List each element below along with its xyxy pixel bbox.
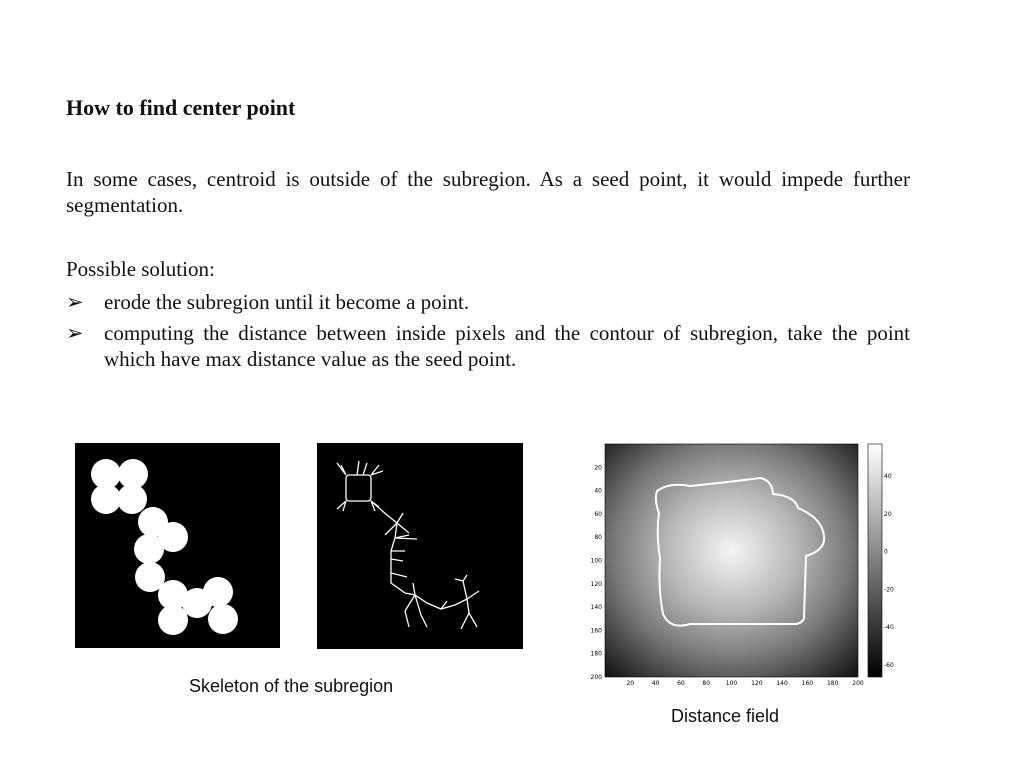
y-tick-label: 140 [590,604,602,612]
y-tick-label: 120 [590,580,602,588]
arrow-bullet-icon: ➢ [66,290,84,314]
y-tick-label: 160 [590,627,602,635]
x-tick-label: 60 [677,680,685,687]
colorbar-tick-label: 40 [884,473,892,480]
y-tick-label: 80 [594,534,602,542]
x-tick-label: 180 [826,680,839,687]
colorbar-tick-label: -60 [884,662,894,669]
y-tick-label: 60 [594,510,602,518]
x-tick-label: 20 [626,680,635,687]
bullet-text: erode the subregion until it become a point. [104,290,470,314]
x-tick-label: 140 [776,680,788,687]
colorbar-tick-label: 0 [884,548,888,556]
distance-field-heatmap [605,444,858,677]
bullet-item [66,289,910,315]
x-tick-label: 100 [725,680,738,687]
slide-title: How to find center point [66,95,296,120]
x-tick-label: 40 [651,680,660,687]
distance-caption: Distance field [671,706,780,726]
x-tick-label: 80 [702,680,711,687]
y-tick-label: 100 [590,557,602,565]
skeleton-image [317,443,523,649]
colorbar-tick-label: -40 [884,624,894,632]
colorbar [868,444,882,677]
bullet-text: computing the distance between inside pixels and the contour of subregion, take the point which have max distance value as the seed point. [104,321,910,371]
x-tick-label: 200 [852,680,864,687]
y-tick-label: 200 [590,674,602,681]
skeleton-caption: Skeleton of the subregion [189,676,394,696]
y-tick-label: 180 [590,650,602,658]
x-tick-label: 120 [751,680,763,687]
subregion-binary-image [75,443,280,648]
y-tick-label: 40 [594,487,602,495]
distance-field-plot [580,438,894,688]
colorbar-tick-label: 20 [884,510,892,518]
arrow-bullet-icon: ➢ [66,321,84,345]
intro-paragraph: In some cases, centroid is outside of the subregion. As a seed point, it would impede further segmentation. [66,167,910,217]
x-tick-label: 160 [801,680,814,687]
bullet-item [66,320,910,372]
colorbar-tick-label: -20 [884,586,894,594]
solution-heading: Possible solution: [66,257,215,281]
y-tick-label: 20 [594,464,602,472]
